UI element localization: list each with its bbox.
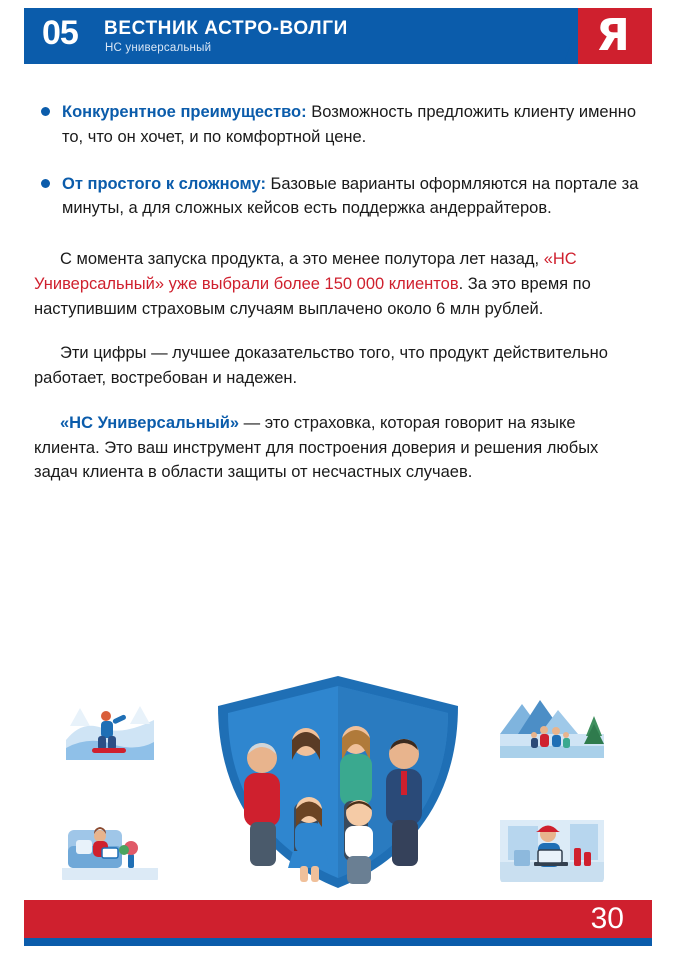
woman-reading-on-sofa-illustration [62, 810, 158, 884]
list-item [34, 172, 644, 222]
bullet-text [62, 172, 644, 222]
illustration-group [0, 660, 676, 900]
bullet-text [62, 100, 644, 150]
family-under-shield-illustration [196, 670, 480, 895]
bullet-dot-icon [34, 100, 62, 150]
product-name-label: «НС Универсальный» [60, 413, 240, 432]
bullet-dot-icon [34, 172, 62, 222]
paragraph-text-part: — это страховка, которая говорит на языке клиента. Это ваш инструмент для построения доверия и решения любых задач клиента в области защиты от несчастных случаев. [34, 413, 599, 482]
bullet-lead-label: От простого к сложному: [62, 174, 266, 193]
paragraph-launch-stats [34, 247, 644, 321]
bullet-body-text: Возможность предложить клиенту именно то, что он хочет, и по комфортной цене. [62, 103, 637, 146]
paragraph-text-part: С момента запуска продукта, а это менее полутора лет назад, [60, 250, 544, 268]
paragraph-text-part: . За это время по наступившим страховым случаям выплачено около 6 млн рублей. [34, 274, 591, 318]
bullet-lead-label: Конкурентное преимущество: [62, 103, 307, 121]
page-footer [24, 900, 652, 946]
company-logo-icon: Я [596, 10, 630, 61]
page-title: ВЕСТНИК АСТРО-ВОЛГИ [104, 18, 348, 39]
page-number: 30 [590, 902, 624, 935]
bullet-body-text: Базовые варианты оформляются на портале за минуты, а для сложных кейсов есть поддержка андеррайтеров. [62, 174, 639, 218]
family-hiking-illustration [500, 690, 604, 764]
highlight-client-count: «НС Универсальный» уже выбрали более 150 000 клиентов [34, 250, 577, 293]
content-body [34, 100, 644, 505]
list-item [34, 100, 644, 150]
snowboarder-illustration [62, 690, 158, 764]
page-subtitle: НС универсальный [105, 42, 212, 54]
paragraph-proof: Эти цифры — лучшее доказательство того, что продукт действительно работает, востребован и надежен. [34, 344, 608, 387]
footer-blue-band [24, 938, 652, 946]
worker-with-laptop-illustration [500, 810, 604, 884]
paragraph-summary [34, 411, 644, 485]
page-header [24, 8, 652, 64]
issue-number: 05 [42, 14, 78, 52]
footer-red-band [24, 900, 652, 938]
